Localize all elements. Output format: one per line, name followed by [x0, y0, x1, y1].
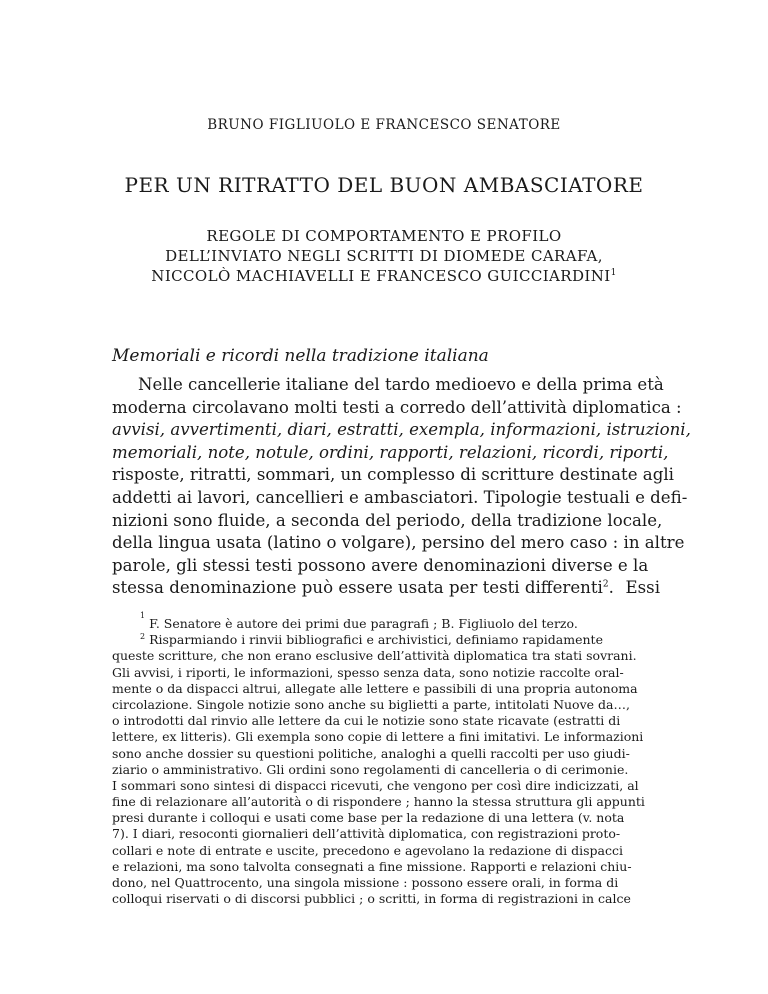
body-line	[112, 419, 691, 442]
footnote-line	[112, 891, 660, 907]
subtitle-line: REGOLE DI COMPORTAMENTO E PROFILO	[206, 227, 562, 245]
footnote-number: 2	[140, 632, 146, 642]
subtitle-line	[0, 266, 768, 286]
footnote-line	[112, 859, 660, 875]
body-line	[112, 487, 688, 510]
body-line-text: parole, gli stessi testi possono avere denominazioni diverse e la	[112, 555, 649, 575]
body-line-text: memoriali, note, notule, ordini, rapporti, relazioni, ricordi, riporti,	[112, 442, 669, 462]
footnote-reference[interactable]: 1	[610, 268, 617, 278]
body-line-text: Nelle cancellerie italiane del tardo medioevo e della prima età	[138, 375, 664, 394]
article-title: PER UN RITRATTO DEL BUON AMBASCIATORE	[124, 173, 644, 197]
footnote-line	[112, 681, 660, 697]
footnote-line	[112, 713, 660, 729]
body-line-text: moderna circolavano molti testi a corredo dell’attività diplomatica :	[112, 397, 682, 417]
footnote-text: ziario o amministrativo. Gli ordini sono regolamenti di cancelleria o di cerimonie.	[112, 761, 629, 777]
footnote-line	[112, 665, 660, 681]
subtitle-line: DELL’INVIATO NEGLI SCRITTI DI DIOMEDE CARAFA,	[165, 247, 603, 265]
footnote-line	[112, 843, 660, 859]
body-line	[112, 397, 682, 420]
body-line	[112, 577, 660, 600]
footnote-segment: Risparmiando i rinvii bibliografici e archivistici, definiamo rapidamente	[149, 632, 603, 648]
footnote-text: e relazioni, ma sono talvolta consegnati a fine missione. Rapporti e relazioni chiu-	[112, 858, 632, 874]
body-line-text: della lingua usata (latino o volgare), persino del mero caso : in altre	[112, 533, 685, 553]
footnote-text: fine di relazionare all’autorità o di rispondere ; hanno la stessa struttura gli appunti	[112, 794, 645, 810]
section-title: Memoriali e ricordi nella tradizione italiana	[112, 346, 489, 366]
footnote-text: o introdotti dal rinvio alle lettere da cui le notizie sono state ricavate (estratti di	[112, 713, 621, 729]
footnote-text: I sommari sono sintesi di dispacci ricevuti, che vengono per così dire indicizzati, al	[112, 777, 639, 793]
footnote-text: F. Senatore è autore dei primi due paragrafi ; B. Figliuolo del terzo.	[149, 616, 578, 631]
body-line	[112, 374, 664, 397]
footnote-line	[112, 778, 660, 794]
footnote-line	[112, 746, 660, 762]
footnote-text: circolazione. Singole notizie sono anche su biglietti a parte, intitolati Nuove da…,	[112, 696, 630, 712]
subtitle-line-text: NICCOLÒ MACHIAVELLI E FRANCESCO GUICCIARDINI	[151, 267, 611, 285]
footnote-text: lettere, ex litteris). Gli exempla sono copie di lettere a fini imitativi. Le informazioni	[112, 729, 644, 745]
body-line-text: nizioni sono fluide, a seconda del periodo, della tradizione locale,	[112, 510, 663, 530]
authors-header: BRUNO FIGLIUOLO E FRANCESCO SENATORE	[207, 117, 561, 133]
footnote-text: colloqui riservati o di discorsi pubblici ; o scritti, in forma di registrazioni in calce	[112, 891, 631, 907]
footnote-line	[112, 762, 660, 778]
footnote-line	[112, 697, 660, 713]
footnote-text: sono anche dossier su questioni politiche, analoghi a quelli raccolti per uso giudi-	[112, 745, 630, 761]
footnote-text	[140, 632, 603, 648]
footnote-text: queste scritture, che non erano esclusive dell’attività diplomatica tra stati sovrani.	[112, 648, 637, 664]
footnote-text: 7). I diari, resoconti giornalieri dell’attività diplomatica, con registrazioni proto-	[112, 826, 621, 842]
footnote-text: collari e note di entrate e uscite, precedono e agevolano la redazione di dispacci	[112, 842, 624, 858]
body-line	[112, 555, 660, 578]
body-line	[112, 532, 685, 555]
footnotes	[112, 611, 660, 907]
footnote-reference[interactable]: 2	[602, 579, 609, 590]
article-subtitle	[0, 226, 768, 286]
footnote-text: Gli avvisi, i riporti, le informazioni, spesso senza data, sono notizie raccolte oral-	[112, 664, 624, 680]
footnote-line	[112, 729, 660, 745]
footnote-line	[112, 648, 660, 664]
footnote-line	[112, 810, 660, 826]
footnote-line	[112, 611, 660, 632]
body-line-text: stessa denominazione può essere usata per testi differenti$^2$.	[112, 578, 614, 598]
body-line	[112, 442, 669, 465]
footnote-line	[112, 794, 660, 810]
body-line-text: Essi	[625, 578, 660, 598]
footnote-line	[112, 632, 660, 648]
body-line	[112, 510, 663, 533]
body-line-segment: stessa denominazione può essere usata per testi differenti	[112, 578, 603, 598]
footnote-text: presi durante i colloqui e usati come base per la redazione di una lettera (v. nota	[112, 810, 625, 826]
footnote-line	[112, 826, 660, 842]
body-paragraph	[112, 374, 691, 600]
body-line-text: avvisi, avvertimenti, diari, estratti, exempla, informazioni, istruzioni,	[112, 420, 691, 440]
body-line-text: risposte, ritratti, sommari, un complesso di scritture destinate agli	[112, 465, 674, 485]
footnote-text: dono, nel Quattrocento, una singola missione : possono essere orali, in forma di	[112, 875, 619, 890]
body-line-text: addetti ai lavori, cancellieri e ambasciatori. Tipologie testuali e defi-	[112, 487, 688, 507]
footnote-number: 1	[140, 611, 146, 620]
footnote-line	[112, 875, 660, 891]
body-line	[112, 464, 674, 487]
footnote-text: mente o da dispacci altrui, allegate alle lettere e passibili di una propria autonoma	[112, 680, 638, 696]
